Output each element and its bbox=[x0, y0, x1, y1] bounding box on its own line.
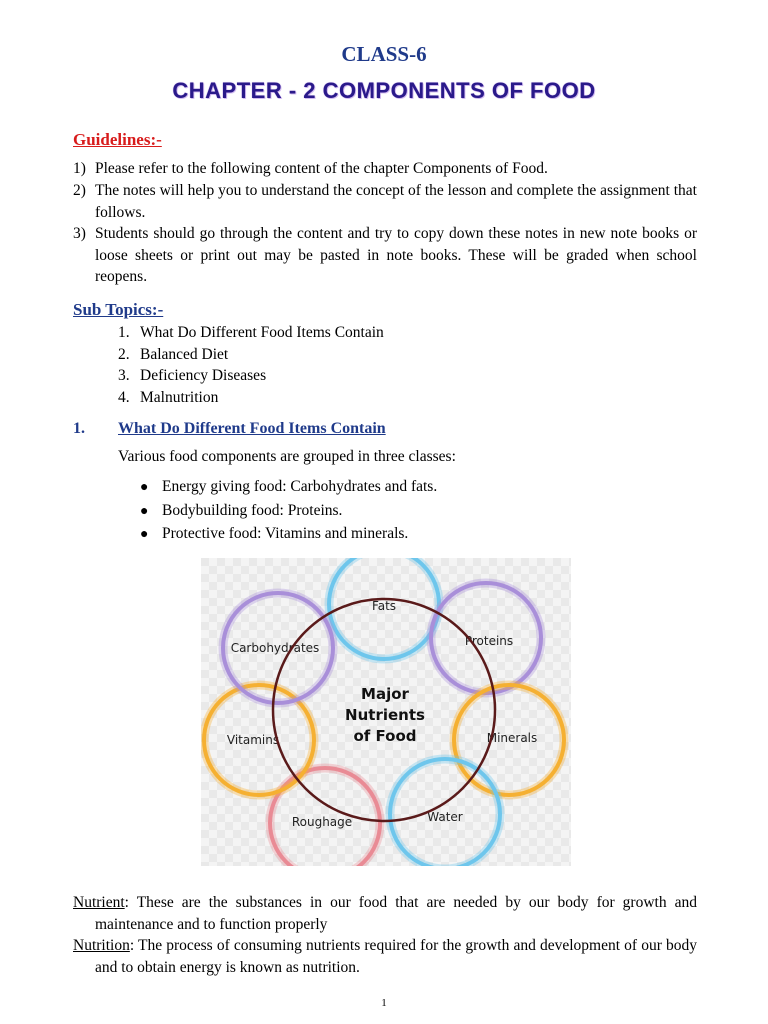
guideline-item bbox=[73, 180, 697, 223]
sub-topics-list bbox=[118, 322, 384, 408]
section-title: What Do Different Food Items Contain bbox=[118, 420, 386, 437]
list-item-number: 1. bbox=[118, 324, 130, 341]
bullet-icon: ● bbox=[140, 527, 149, 542]
list-item bbox=[118, 344, 384, 366]
guideline-number: 2) bbox=[73, 182, 86, 199]
definition-separator: : bbox=[124, 894, 129, 911]
nutrients-diagram bbox=[201, 558, 571, 866]
nutrient-label: Vitamins bbox=[226, 733, 280, 747]
list-item bbox=[140, 500, 437, 524]
list-item-text: Deficiency Diseases bbox=[140, 367, 267, 384]
guideline-item bbox=[73, 158, 697, 180]
guideline-number: 3) bbox=[73, 225, 86, 242]
list-item-number: 3. bbox=[118, 367, 130, 384]
guideline-text: The notes will help you to understand the concept of the lesson and complete the assignment that follows. bbox=[95, 182, 697, 221]
list-item-text: Bodybuilding food: Proteins. bbox=[162, 501, 343, 519]
list-item bbox=[140, 476, 437, 500]
class-title: CLASS-6 bbox=[341, 42, 427, 66]
definition-term: Nutrition bbox=[73, 937, 130, 954]
sub-topics-heading: Sub Topics:- bbox=[73, 300, 164, 319]
nutrient-label: Water bbox=[427, 810, 463, 824]
nutrient-label: Fats bbox=[371, 599, 397, 613]
list-item-text: Energy giving food: Carbohydrates and fats. bbox=[162, 478, 438, 495]
center-label-line: Major bbox=[361, 685, 409, 703]
list-item-number: 4. bbox=[118, 388, 130, 406]
nutrient-label: Proteins bbox=[464, 634, 514, 648]
list-item-text: Balanced Diet bbox=[140, 345, 229, 363]
page-number: 1 bbox=[381, 997, 387, 1009]
list-item-text: Protective food: Vitamins and minerals. bbox=[162, 525, 409, 542]
section-intro: Various food components are grouped in three classes: bbox=[118, 448, 456, 465]
guideline-text: Students should go through the content and try to copy down these notes in new note books or loose sheets or print out may be pasted in note books. These will be graded when school reopens. bbox=[95, 225, 697, 285]
nutrient-label: Roughage bbox=[291, 815, 353, 829]
list-item bbox=[140, 523, 437, 547]
list-item bbox=[118, 365, 384, 387]
chapter-title: CHAPTER - 2 COMPONENTS OF FOOD bbox=[172, 78, 596, 103]
bullet-icon: ● bbox=[140, 503, 149, 519]
guideline-number: 1) bbox=[73, 160, 86, 177]
list-item-text: Malnutrition bbox=[140, 388, 219, 406]
section-number: 1. bbox=[73, 420, 85, 437]
nutrient-label: Carbohydrates bbox=[230, 641, 320, 655]
definition-text: The process of consuming nutrients required for the growth and development of our body and to obtain energy is known as nutrition. bbox=[95, 937, 697, 976]
bullet-icon: ● bbox=[140, 480, 149, 495]
list-item-text: What Do Different Food Items Contain bbox=[140, 324, 384, 341]
food-class-list bbox=[140, 476, 437, 547]
center-label-line: Nutrients bbox=[345, 706, 425, 724]
nutrient-label: Minerals bbox=[486, 731, 538, 745]
list-item bbox=[118, 322, 384, 344]
guideline-item bbox=[73, 223, 697, 288]
guidelines-heading: Guidelines:- bbox=[73, 130, 162, 149]
definition-separator: : bbox=[129, 937, 135, 954]
list-item bbox=[118, 387, 384, 409]
definition-nutrient bbox=[73, 892, 697, 935]
definition-nutrition bbox=[73, 935, 697, 978]
definition-text: These are the substances in our food that are needed by our body for growth and maintenance and to function properly bbox=[95, 894, 697, 933]
guideline-text: Please refer to the following content of the chapter Components of Food. bbox=[95, 160, 548, 177]
center-label-line: of Food bbox=[353, 727, 417, 745]
definition-term: Nutrient bbox=[73, 894, 125, 911]
list-item-number: 2. bbox=[118, 345, 130, 363]
